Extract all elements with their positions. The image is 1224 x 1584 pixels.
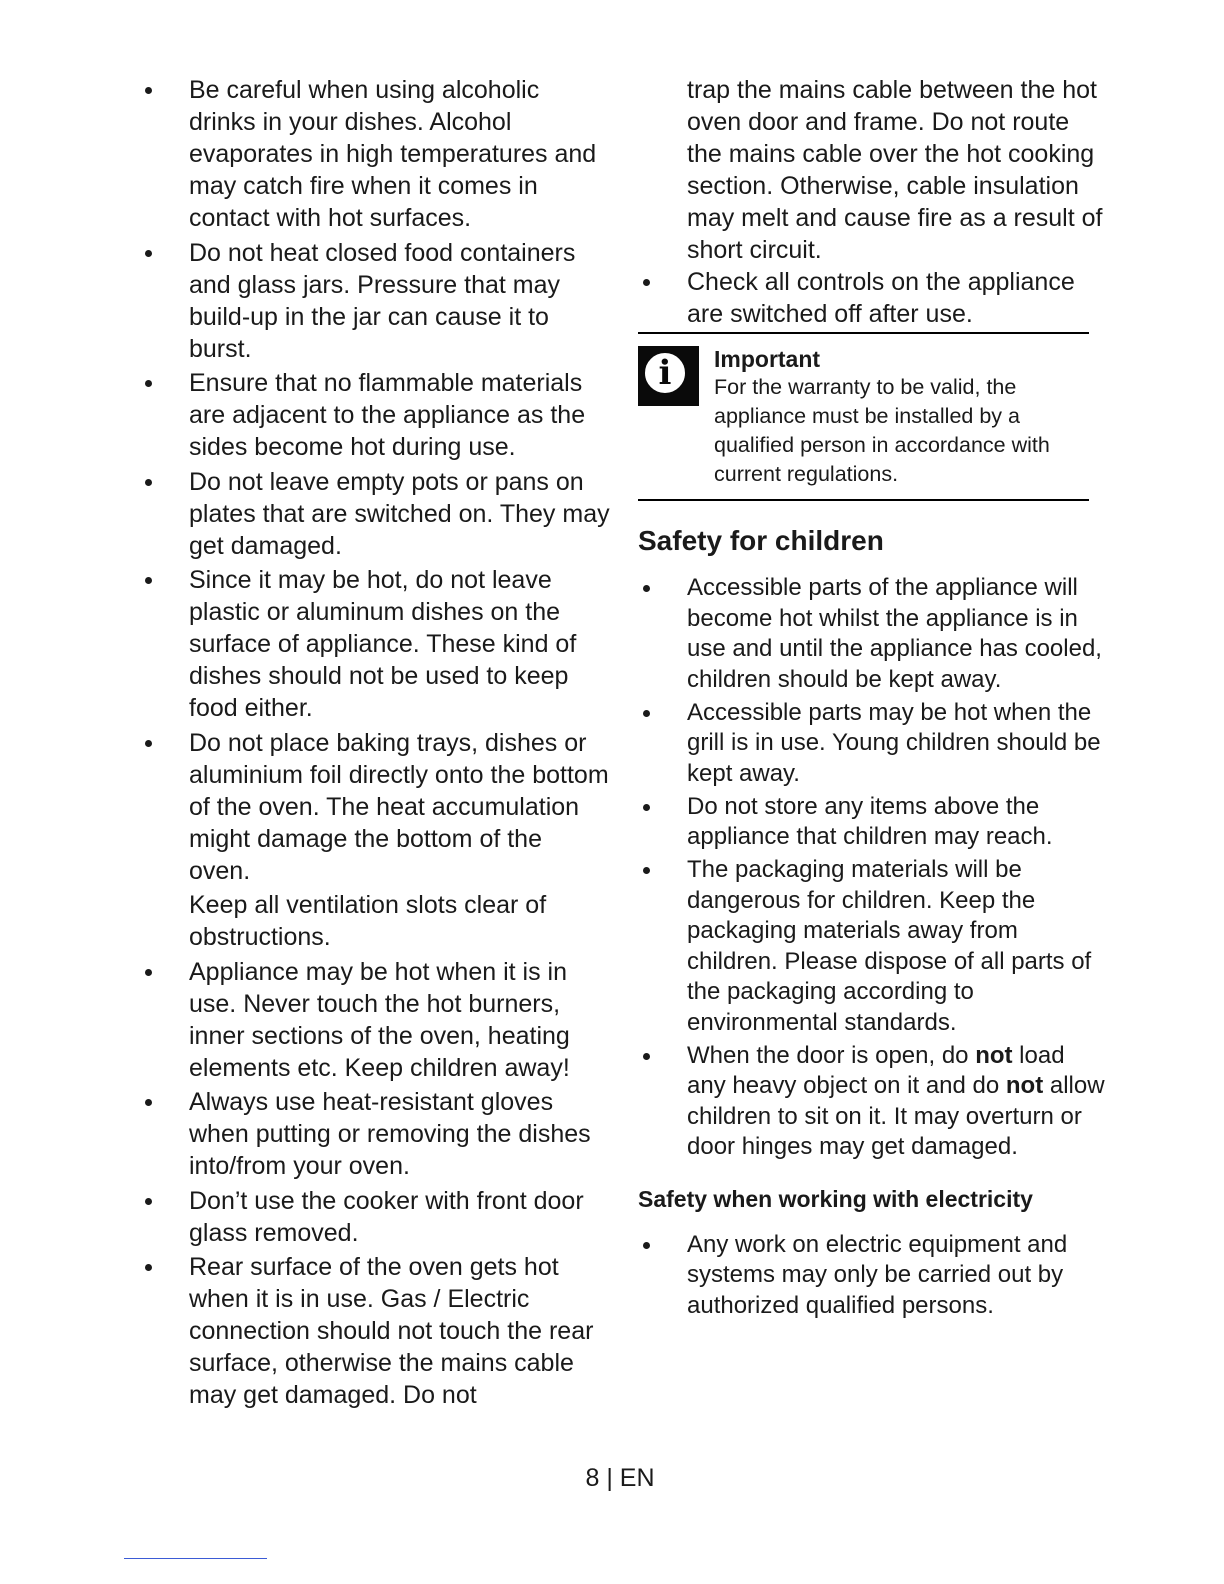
notice-title: Important xyxy=(714,346,821,372)
page-number: 8 | EN xyxy=(585,1464,655,1492)
section-heading-children: Safety for children xyxy=(638,525,884,556)
bottom-divider xyxy=(124,1558,267,1559)
list-item: Any work on electric equipment and systems may only be carried out by authorized qualified persons. xyxy=(638,1230,1108,1322)
list-item-door: When the door is open, do not load any heavy object on it and do not allow children to sit on it. It may overturn or door hinges may get damaged. xyxy=(638,1041,1108,1163)
electricity-bullet-list xyxy=(638,1230,1108,1322)
list-item: The packaging materials will be dangerous for children. Keep the packaging materials away from children. Please dispose of all parts of the packaging according to environmental standards. xyxy=(638,855,1108,1038)
right-column xyxy=(638,74,1108,1321)
list-item: Ensure that no flammable materials are adjacent to the appliance as the sides become hot during use. xyxy=(140,367,610,463)
list-item: Do not heat closed food containers and glass jars. Pressure that may build-up in the jar can cause it to burst. xyxy=(140,237,610,365)
list-item: Be careful when using alcoholic drinks in your dishes. Alcohol evaporates in high temperatures and may catch fire when it comes in contact with hot surfaces. xyxy=(140,74,610,234)
important-notice xyxy=(638,332,1089,501)
notice-text xyxy=(714,345,1089,489)
list-item: Always use heat-resistant gloves when putting or removing the dishes into/from your oven. xyxy=(140,1086,610,1182)
list-item: Appliance may be hot when it is in use. Never touch the hot burners, inner sections of the oven, heating elements etc. Keep children away! xyxy=(140,956,610,1084)
list-item: Since it may be hot, do not leave plastic or aluminum dishes on the surface of appliance. These kind of dishes should not be used to keep food either. xyxy=(140,564,610,724)
list-item: Rear surface of the oven gets hot when it is in use. Gas / Electric connection should not touch the rear surface, otherwise the mains cable may get damaged. Do not xyxy=(140,1251,610,1411)
section-heading-electricity: Safety when working with electricity xyxy=(638,1185,1033,1212)
list-item: Do not leave empty pots or pans on plates that are switched on. They may get damaged. xyxy=(140,466,610,562)
right-top-bullet-list xyxy=(638,266,1108,330)
list-item: Don’t use the cooker with front door glass removed. xyxy=(140,1185,610,1249)
ventilation-paragraph: Keep all ventilation slots clear of obstructions. xyxy=(189,891,547,951)
list-item: Accessible parts may be hot when the grill is in use. Young children should be kept away. xyxy=(638,698,1108,790)
info-icon: i xyxy=(638,346,699,406)
left-column xyxy=(140,74,610,1414)
list-item: Do not place baking trays, dishes or aluminium foil directly onto the bottom of the oven. The heat accumulation might damage the bottom of the oven. xyxy=(140,727,610,887)
left-bullet-list xyxy=(140,74,610,887)
list-item: Check all controls on the appliance are switched off after use. xyxy=(638,266,1108,330)
left-bullet-list-2 xyxy=(140,956,610,1412)
list-item: Do not store any items above the appliance that children may reach. xyxy=(638,792,1108,853)
children-bullet-list xyxy=(638,573,1108,1163)
notice-body: For the warranty to be valid, the appliance must be installed by a qualified person in accordance with current regulations. xyxy=(714,375,1050,486)
list-item: Accessible parts of the appliance will become hot whilst the appliance is in use and until the appliance has cooled, children should be kept away. xyxy=(638,573,1108,695)
continued-paragraph: trap the mains cable between the hot oven door and frame. Do not route the mains cable over the hot cooking section. Otherwise, cable insulation may melt and cause fire as a result of short circuit. xyxy=(687,76,1103,264)
